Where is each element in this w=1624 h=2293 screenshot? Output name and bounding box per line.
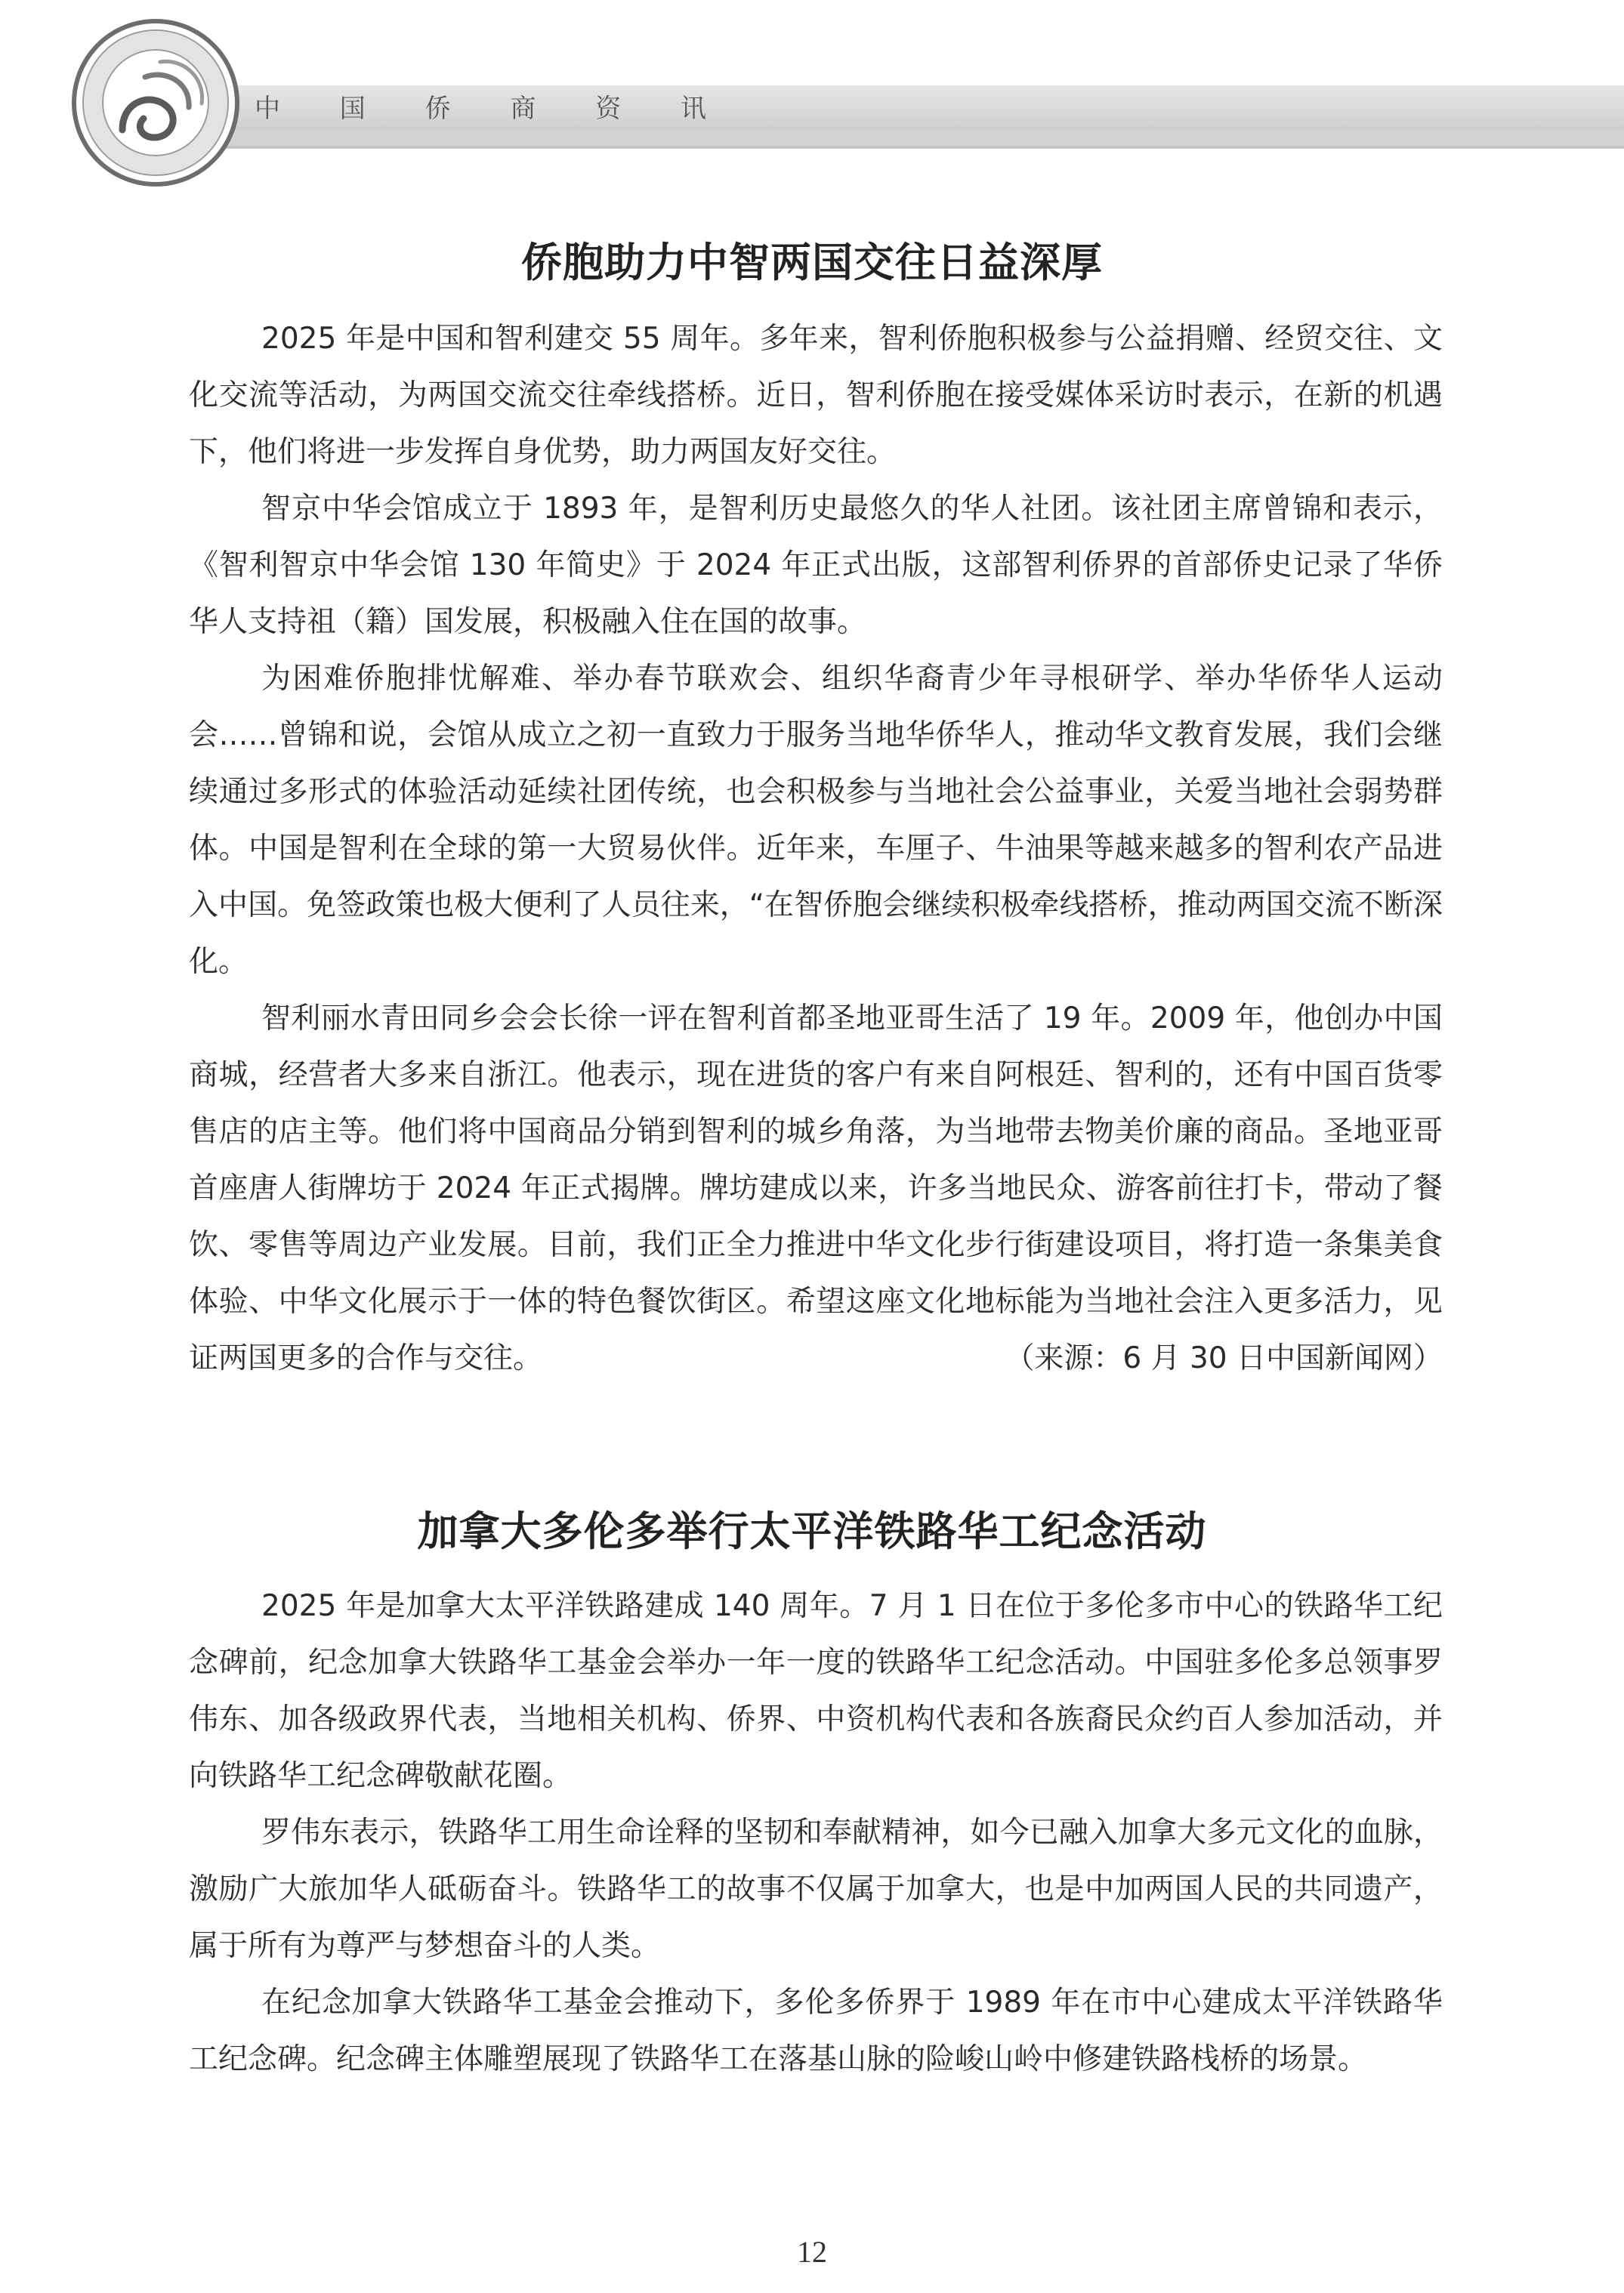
article-1-paragraph-2: 智京中华会馆成立于 1893 年，是智利历史最悠久的华人社团。该社团主席曾锦和表示，《智利智京中华会馆 130 年简史》于 2024 年正式出版，这部智利侨界的首部侨史记录了华侨华人支持祖（籍）国发展，积极融入住在国的故事。 [189, 492, 1443, 639]
header-divider [151, 131, 1624, 146]
page-number: 12 [797, 2235, 827, 2269]
article-1-title: 侨胞助力中智两国交往日益深厚 [521, 239, 1103, 286]
article-2-paragraph-1: 2025 年是加拿大太平洋铁路建成 140 周年。7 月 1 日在位于多伦多市中心的铁路华工纪念碑前，纪念加拿大铁路华工基金会举办一年一度的铁路华工纪念活动。中国驻多伦多总领事罗伟东、加各级政界代表，当地相关机构、侨界、中资机构代表和各族裔民众约百人参加活动，并向铁路华工纪念碑敬献花圈。 [189, 1589, 1443, 1793]
header-divider-shadow [151, 146, 1624, 149]
article-1-source: （来源：6 月 30 日中国新闻网） [1005, 1341, 1443, 1375]
header-title: 中 国 侨 商 资 讯 [255, 94, 733, 124]
article-1-paragraph-4 [189, 990, 1443, 1387]
chinese-overseas-chamber-logo-icon [69, 17, 242, 189]
article-1-paragraph-1: 2025 年是中国和智利建交 55 周年。多年来，智利侨胞积极参与公益捐赠、经贸交往、文化交流等活动，为两国交流交往牵线搭桥。近日，智利侨胞在接受媒体采访时表示，在新的机遇下，他们将进一步发挥自身优势，助力两国友好交往。 [189, 322, 1443, 469]
article-2-paragraph-2: 罗伟东表示，铁路华工用生命诠释的坚韧和奉献精神，如今已融入加拿大多元文化的血脉，激励广大旅加华人砥砺奋斗。铁路华工的故事不仅属于加拿大，也是中加两国人民的共同遗产，属于所有为尊严与梦想奋斗的人类。 [189, 1816, 1443, 1963]
article-1-paragraph-4-text: 智利丽水青田同乡会会长徐一评在智利首都圣地亚哥生活了 19 年。2009 年，他创办中国商城，经营者大多来自浙江。他表示，现在进货的客户有来自阿根廷、智利的，还有中国百货零售店的店主等。他们将中国商品分销到智利的城乡角落，为当地带去物美价廉的商品。圣地亚哥首座唐人街牌坊于 2024 年正式揭牌。牌坊建成以来，许多当地民众、游客前往打卡，带动了餐饮、零售等周边产业发展。目前，我们正全力推进中华文化步行街建设项目，将打造一条集美食体验、中华文化展示于一体的特色餐饮街区。希望这座文化地标能为当地社会注入更多活力，见证两国更多的合作与交往。 [189, 1001, 1443, 1375]
article-2-title: 加拿大多伦多举行太平洋铁路华工纪念活动 [417, 1508, 1207, 1555]
article-1-paragraph-3: 为困难侨胞排忧解难、举办春节联欢会、组织华裔青少年寻根研学、举办华侨华人运动会……曾锦和说，会馆从成立之初一直致力于服务当地华侨华人，推动华文教育发展，我们会继续通过多形式的体验活动延续社团传统，也会积极参与当地社会公益事业，关爱当地社会弱势群体。中国是智利在全球的第一大贸易伙伴。近年来，车厘子、牛油果等越来越多的智利农产品进入中国。免签政策也极大便利了人员往来，“在智侨胞会继续积极牵线搭桥，推动两国交流不断深化。 [189, 662, 1443, 979]
article-2-paragraph-3: 在纪念加拿大铁路华工基金会推动下，多伦多侨界于 1989 年在市中心建成太平洋铁路华工纪念碑。纪念碑主体雕塑展现了铁路华工在落基山脉的险峻山岭中修建铁路栈桥的场景。 [189, 1986, 1443, 2076]
